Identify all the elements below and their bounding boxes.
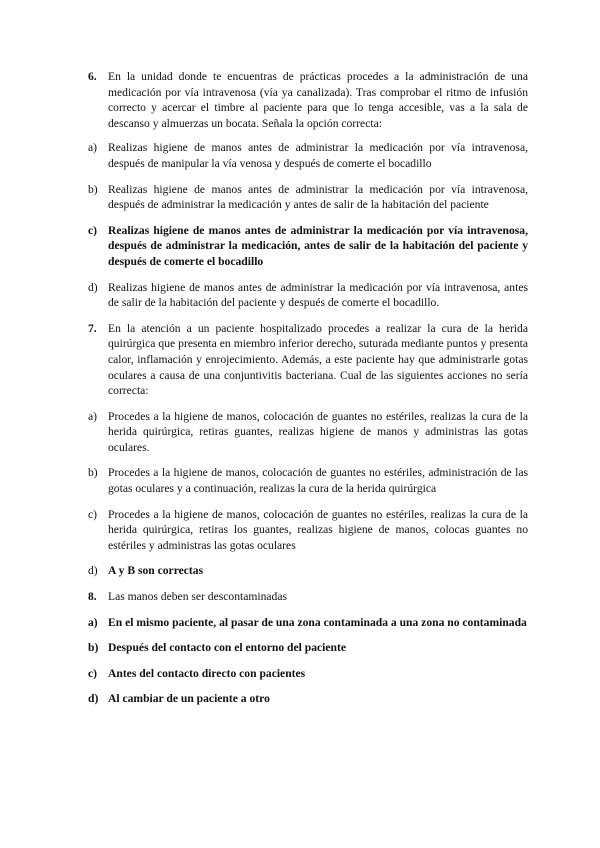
option-8b	[88, 640, 528, 656]
option-label: c)	[88, 223, 98, 237]
option-label: c)	[88, 666, 98, 680]
question-number: 7.	[88, 321, 97, 335]
option-text: En el mismo paciente, al pasar de una zona contaminada a una zona no contaminada	[108, 615, 527, 629]
question-text: En la unidad donde te encuentras de prácticas procedes a la administración de una medicación por vía intravenosa (vía ya canalizada). Tras comprobar el ritmo de infusión correcto y acercar el timbre al paciente para que lo tenga accesible, vas a la sala de descanso y almuerzas un bocata. Señala la opción correcta:	[108, 70, 528, 130]
option-label: b)	[88, 466, 98, 480]
option-label: b)	[88, 182, 98, 196]
option-text: A y B son correctas	[108, 564, 204, 578]
option-label: b)	[88, 641, 99, 655]
option-label: a)	[88, 615, 98, 629]
option-7d	[88, 563, 528, 579]
question-7	[88, 321, 528, 399]
question-text: En la atención a un paciente hospitalizado procedes a realizar la cura de la herida quirúrgica que presenta en miembro inferior derecho, suturada mediante puntos y presenta calor, inflamación y enrojecimiento. Además, a este paciente hay que administrarle gotas oculares a causa de una conjuntivitis bacteriana. Cual de las siguientes acciones no sería correcta:	[108, 321, 528, 398]
option-7b	[88, 465, 528, 496]
option-text: Procedes a la higiene de manos, colocación de guantes no estériles, realizas la cura de la herida quirúrgica, retiras guantes, realizas higiene de manos y administras las gotas oculares.	[108, 409, 528, 454]
option-label: a)	[88, 409, 98, 423]
option-text: Realizas higiene de manos antes de administrar la medicación por vía intravenosa, después de administrar la medicación, antes de salir de la habitación del paciente y después de comerte el bocadillo	[108, 223, 528, 268]
question-6	[88, 69, 528, 131]
option-7c	[88, 507, 528, 554]
option-8d	[88, 691, 528, 707]
option-7a	[88, 409, 528, 456]
option-label: d)	[88, 564, 98, 578]
option-text: Realizas higiene de manos antes de administrar la medicación por vía intravenosa, después de administrar la medicación y antes de salir de la habitación del paciente	[108, 182, 528, 212]
option-text: Procedes a la higiene de manos, colocación de guantes no estériles, realizas la cura de la herida quirúrgica, retiras los guantes, realizas higiene de manos, colocas guantes no estériles y administras las gotas oculares	[108, 507, 528, 552]
option-text: Después del contacto con el entorno del paciente	[108, 641, 346, 655]
question-number: 8.	[88, 590, 97, 604]
option-label: a)	[88, 141, 98, 155]
option-6a	[88, 140, 528, 171]
option-text: Realizas higiene de manos antes de administrar la medicación por vía intravenosa, después de manipular la vía venosa y después de comerte el bocadillo	[108, 141, 528, 170]
question-text: Las manos deben ser descontaminadas	[108, 590, 288, 604]
option-text: Realizas higiene de manos antes de administrar la medicación por vía intravenosa, antes de salir de la habitación del paciente y después de comerte el bocadillo.	[108, 280, 528, 310]
option-label: d)	[88, 280, 98, 294]
option-6d	[88, 280, 528, 311]
option-label: d)	[88, 692, 99, 706]
question-number: 6.	[88, 70, 97, 83]
option-text: Antes del contacto directo con pacientes	[108, 666, 306, 680]
option-text: Procedes a la higiene de manos, colocación de guantes no estériles, administración de las gotas oculares y a continuación, realizas la cura de la herida quirúrgica	[108, 466, 528, 496]
option-6b	[88, 182, 528, 213]
question-list	[88, 69, 528, 717]
option-8c	[88, 666, 528, 682]
option-8a	[88, 615, 528, 631]
question-8	[88, 589, 528, 605]
option-label: c)	[88, 507, 98, 521]
option-6c	[88, 223, 528, 270]
option-text: Al cambiar de un paciente a otro	[108, 692, 270, 706]
